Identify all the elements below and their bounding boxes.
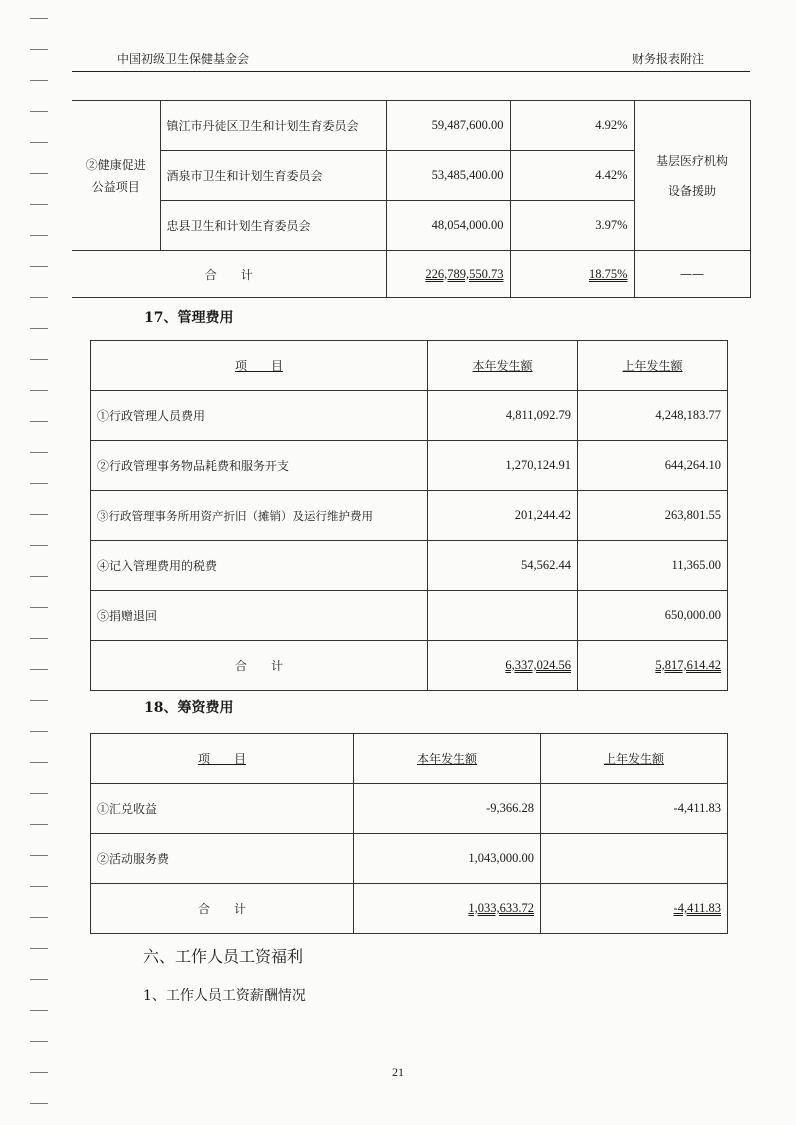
header-organization: 中国初级卫生保健基金会: [117, 52, 250, 66]
section-18-title: 18、筹资费用: [144, 700, 234, 716]
total-row: [91, 641, 728, 691]
col-header-item: [91, 341, 428, 391]
table-row: [91, 834, 728, 884]
prior-amount: 644,264.10: [578, 441, 728, 491]
total-prior-value: -4,411.83: [673, 901, 721, 915]
total-amount-value: 226,789,550.73: [425, 266, 504, 281]
item-name: ③行政管理事务所用资产折旧（摊销）及运行维护费用: [91, 491, 428, 541]
note-line: 设备援助: [667, 183, 716, 198]
total-row: [91, 884, 728, 934]
item-name: ②活动服务费: [91, 834, 354, 884]
binding-tick: [30, 762, 48, 763]
item-name: ④记入管理费用的税费: [91, 541, 428, 591]
total-label: 合 计: [72, 251, 386, 298]
binding-tick: [30, 235, 48, 236]
recipient-percent: 4.92%: [510, 101, 634, 151]
header-rule: [72, 71, 750, 72]
binding-tick: [30, 979, 48, 980]
subsection-title: 1、工作人员工资薪酬情况: [143, 988, 306, 1004]
total-prior: [541, 884, 728, 934]
current-amount: 4,811,092.79: [428, 391, 578, 441]
binding-tick: [30, 328, 48, 329]
note-line: 基层医疗机构: [655, 153, 728, 168]
recipient-name: 镇江市丹徒区卫生和计划生育委员会: [160, 101, 386, 151]
binding-tick: [30, 1103, 48, 1104]
binding-tick: [30, 1041, 48, 1042]
binding-tick: [30, 142, 48, 143]
prior-amount: 650,000.00: [578, 591, 728, 641]
total-label: 合 计: [91, 641, 428, 691]
binding-tick: [30, 576, 48, 577]
binding-tick: [30, 700, 48, 701]
project-note: [634, 101, 750, 251]
item-name: ②行政管理事务物品耗费和服务开支: [91, 441, 428, 491]
binding-tick: [30, 297, 48, 298]
binding-tick: [30, 173, 48, 174]
table-row: [91, 784, 728, 834]
total-current-value: 6,337,024.56: [505, 658, 571, 672]
group-label-line: 公益项目: [91, 179, 140, 194]
binding-tick: [30, 917, 48, 918]
binding-tick: [30, 266, 48, 267]
prior-amount: 263,801.55: [578, 491, 728, 541]
binding-tick: [30, 731, 48, 732]
binding-tick: [30, 545, 48, 546]
table-row: [91, 391, 728, 441]
binding-tick: [30, 607, 48, 608]
binding-tick: [30, 514, 48, 515]
binding-tick: [30, 483, 48, 484]
recipient-amount: 59,487,600.00: [386, 101, 510, 151]
total-percent-value: 18.75%: [588, 266, 628, 281]
col-header-text: 本年发生额: [472, 359, 533, 373]
total-note: ——: [634, 251, 750, 298]
table-header-row: [91, 341, 728, 391]
binding-tick: [30, 111, 48, 112]
binding-tick: [30, 793, 48, 794]
col-header-current: [354, 734, 541, 784]
col-header-text: 上年发生额: [603, 752, 664, 766]
col-header-prior: [541, 734, 728, 784]
binding-margin: [0, 0, 60, 1125]
col-header-current: [428, 341, 578, 391]
admin-expense-table: [90, 340, 728, 691]
binding-tick: [30, 452, 48, 453]
table-row: [91, 541, 728, 591]
group-label: [72, 101, 160, 251]
current-amount: [428, 591, 578, 641]
recipient-name: 忠县卫生和计划生育委员会: [160, 201, 386, 251]
prior-amount: 4,248,183.77: [578, 391, 728, 441]
item-name: ①汇兑收益: [91, 784, 354, 834]
binding-tick: [30, 49, 48, 50]
col-header-text: 项 目: [234, 359, 283, 373]
binding-tick: [30, 948, 48, 949]
binding-tick: [30, 18, 48, 19]
binding-tick: [30, 638, 48, 639]
prior-amount: [541, 834, 728, 884]
financing-expense-table: [90, 733, 728, 934]
section-17-title: 17、管理费用: [144, 310, 234, 326]
page-number: 21: [392, 1065, 404, 1079]
total-prior: [578, 641, 728, 691]
total-row: [72, 251, 750, 298]
chapter-6-title: 六、工作人员工资福利: [143, 947, 304, 966]
project-continuation-table: [72, 100, 751, 298]
total-current: [354, 884, 541, 934]
table-row: [72, 101, 750, 151]
item-name: ⑤捐赠退回: [91, 591, 428, 641]
binding-tick: [30, 855, 48, 856]
current-amount: -9,366.28: [354, 784, 541, 834]
current-amount: 201,244.42: [428, 491, 578, 541]
current-amount: 54,562.44: [428, 541, 578, 591]
binding-tick: [30, 669, 48, 670]
total-prior-value: 5,817,614.42: [655, 658, 721, 672]
binding-tick: [30, 204, 48, 205]
header-document-title: 财务报表附注: [631, 52, 704, 66]
col-header-item: [91, 734, 354, 784]
recipient-percent: 4.42%: [510, 151, 634, 201]
recipient-percent: 3.97%: [510, 201, 634, 251]
binding-tick: [30, 824, 48, 825]
binding-tick: [30, 390, 48, 391]
total-label: 合 计: [91, 884, 354, 934]
binding-tick: [30, 359, 48, 360]
binding-tick: [30, 1010, 48, 1011]
recipient-name: 酒泉市卫生和计划生育委员会: [160, 151, 386, 201]
prior-amount: -4,411.83: [541, 784, 728, 834]
binding-tick: [30, 886, 48, 887]
col-header-text: 项 目: [197, 752, 246, 766]
total-percent: [510, 251, 634, 298]
prior-amount: 11,365.00: [578, 541, 728, 591]
table-row: [91, 441, 728, 491]
col-header-text: 上年发生额: [622, 359, 683, 373]
binding-tick: [30, 80, 48, 81]
table-row: [91, 591, 728, 641]
recipient-amount: 53,485,400.00: [386, 151, 510, 201]
table-header-row: [91, 734, 728, 784]
total-current: [428, 641, 578, 691]
recipient-amount: 48,054,000.00: [386, 201, 510, 251]
binding-tick: [30, 421, 48, 422]
current-amount: 1,043,000.00: [354, 834, 541, 884]
col-header-text: 本年发生额: [416, 752, 477, 766]
current-amount: 1,270,124.91: [428, 441, 578, 491]
table-row: [91, 491, 728, 541]
group-label-line: ②健康促进: [85, 157, 146, 172]
total-current-value: 1,033,633.72: [468, 901, 534, 915]
total-amount: [386, 251, 510, 298]
col-header-prior: [578, 341, 728, 391]
item-name: ①行政管理人员费用: [91, 391, 428, 441]
